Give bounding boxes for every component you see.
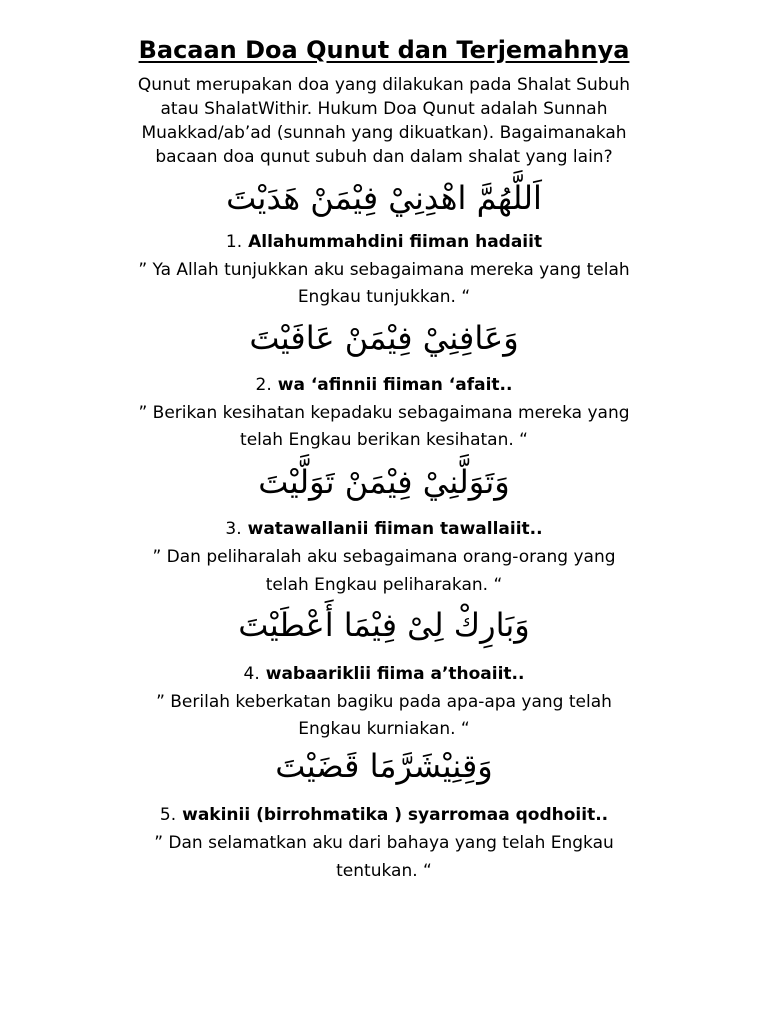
item-transliteration: watawallanii fiiman tawallaiit..	[247, 519, 543, 539]
item-heading-4	[0, 661, 768, 687]
item-translation-line: tentukan. “	[336, 861, 432, 881]
page-title: Bacaan Doa Qunut dan Terjemahnya	[138, 36, 630, 64]
item-transliteration: wabaariklii fiima a’thoaiit..	[265, 664, 525, 684]
item-translation-line: Engkau kurniakan. “	[298, 719, 470, 739]
item-translation-line: ” Dan peliharalah aku sebagaimana orang-orang yang	[152, 547, 616, 567]
item-translation-line: ” Dan selamatkan aku dari bahaya yang telah Engkau	[154, 833, 614, 853]
item-translation-line: ” Berilah keberkatan bagiku pada apa-apa yang telah	[156, 692, 612, 712]
item-heading-1	[0, 229, 768, 255]
intro-line: Muakkad/ab’ad (sunnah yang dikuatkan). Bagaimanakah	[141, 123, 627, 143]
item-transliteration: wakinii (birrohmatika ) syarromaa qodhoiit..	[182, 805, 609, 825]
arabic-verse-5: وَقِنِيْشَرَّمَا قَضَيْتَ	[275, 747, 493, 785]
item-translation-line: telah Engkau berikan kesihatan. “	[240, 430, 528, 450]
item-heading-3	[0, 516, 768, 542]
item-number: 2.	[255, 375, 272, 395]
item-number: 1.	[225, 232, 243, 252]
arabic-verse-4: وَبَارِكْ لِىْ فِيْمَا أَعْطَيْتَ	[238, 606, 530, 644]
item-translation-line: ” Berikan kesihatan kepadaku sebagaimana mereka yang	[138, 403, 630, 423]
arabic-verse-2: وَعَافِنِيْ فِيْمَنْ عَافَيْتَ	[249, 319, 519, 357]
intro-line: Qunut merupakan doa yang dilakukan pada Shalat Subuh	[137, 75, 631, 95]
arabic-verse-3: وَتَوَلَّنِيْ فِيْمَنْ تَوَلَّيْتَ	[258, 463, 510, 501]
item-heading-5	[0, 802, 768, 828]
item-number: 5.	[159, 805, 177, 825]
item-number: 4.	[243, 664, 260, 684]
intro-line: atau ShalatWithir. Hukum Doa Qunut adalah Sunnah	[160, 99, 608, 119]
item-transliteration: Allahummahdini fiiman hadaiit	[248, 232, 543, 252]
item-heading-2	[0, 372, 768, 398]
item-translation-line: ” Ya Allah tunjukkan aku sebagaimana mereka yang telah	[138, 260, 630, 280]
intro-line: bacaan doa qunut subuh dan dalam shalat yang lain?	[155, 147, 613, 167]
item-number: 3.	[225, 519, 242, 539]
arabic-verse-1: اَللَّهُمَّ اهْدِنِيْ فِيْمَنْ هَدَيْتَ	[226, 179, 542, 217]
item-transliteration: wa ‘afinnii fiiman ‘afait..	[277, 375, 513, 395]
item-translation-line: Engkau tunjukkan. “	[297, 287, 471, 307]
item-translation-line: telah Engkau peliharakan. “	[265, 575, 503, 595]
